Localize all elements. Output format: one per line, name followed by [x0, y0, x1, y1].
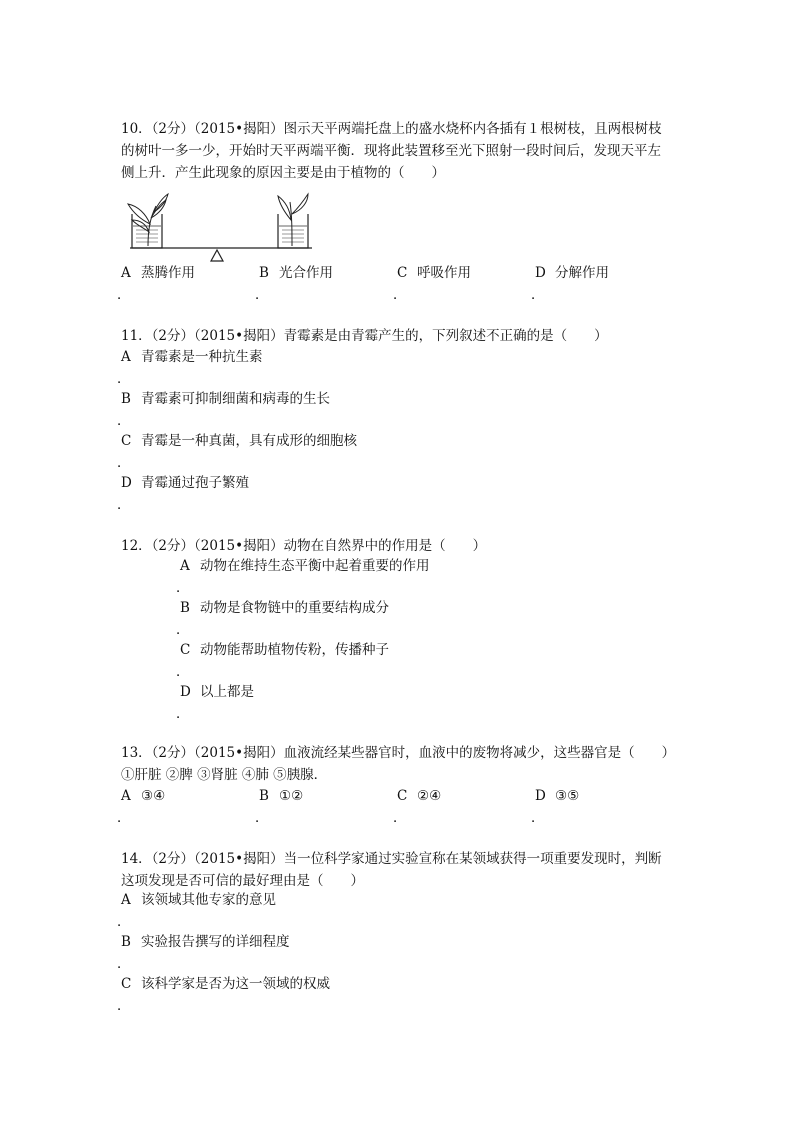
q11-dot-d: ．: [117, 497, 131, 513]
q10-dot-b: ．: [255, 287, 269, 303]
q12-dot-c: ．: [176, 664, 190, 680]
q14-dot-b: ．: [117, 956, 131, 972]
q11-option-d[interactable]: D 青霉通过孢子繁殖: [121, 475, 249, 491]
q13-dot-b: ．: [255, 810, 269, 826]
balance-scale-figure: [120, 190, 320, 262]
question-12: 12．（2分）（2015•揭阳）动物在自然界中的作用是（ ）: [121, 538, 487, 554]
q13-option-b[interactable]: B ①②: [259, 788, 304, 804]
q12-dot-a: ．: [176, 580, 190, 596]
q14-option-a[interactable]: A 该领域其他专家的意见: [121, 892, 276, 908]
q11-dot-a: ．: [117, 371, 131, 387]
q13-option-a[interactable]: A ③④: [121, 788, 166, 804]
question-13-line2: ①肝脏 ②脾 ③肾脏 ④肺 ⑤胰腺．: [121, 767, 328, 783]
q13-option-d[interactable]: D ③⑤: [535, 788, 580, 804]
question-10-line1: 10．（2分）（2015•揭阳）图示天平两端托盘上的盛水烧杯内各插有１根树枝，且两根树枝: [121, 121, 662, 137]
q10-dot-a: ．: [117, 287, 131, 303]
q14-dot-a: ．: [117, 914, 131, 930]
q12-option-d[interactable]: D 以上都是: [180, 684, 254, 700]
q12-dot-d: ．: [176, 706, 190, 722]
fulcrum-triangle: [211, 250, 223, 261]
right-beaker: [278, 214, 308, 248]
q10-option-a[interactable]: A 蒸腾作用: [121, 265, 195, 281]
question-14-line2: 这项发现是否可信的最好理由是（ ）: [121, 873, 364, 889]
question-14: [121, 848, 694, 892]
q10-dot-c: ．: [393, 287, 407, 303]
q12-option-c[interactable]: C 动物能帮助植物传粉，传播种子: [180, 642, 389, 658]
q10-option-b[interactable]: B 光合作用: [259, 265, 333, 281]
question-13-line1: 13．（2分）（2015•揭阳）血液流经某些器官时，血液中的废物将减少，这些器官是（ ）: [121, 745, 676, 761]
q12-option-b[interactable]: B 动物是食物链中的重要结构成分: [180, 600, 389, 616]
question-14-line1: 14．（2分）（2015•揭阳）当一位科学家通过实验宣称在某领域获得一项重要发现时，判断: [121, 851, 662, 867]
q14-option-c[interactable]: C 该科学家是否为这一领域的权威: [121, 976, 330, 992]
q11-dot-b: ．: [117, 413, 131, 429]
q13-dot-c: ．: [393, 810, 407, 826]
q12-dot-b: ．: [176, 622, 190, 638]
q12-option-a[interactable]: A 动物在维持生态平衡中起着重要的作用: [180, 558, 430, 574]
q14-dot-c: ．: [117, 998, 131, 1014]
question-10-line3: 侧上升．产生此现象的原因主要是由于植物的（ ）: [121, 165, 445, 181]
q13-option-c[interactable]: C ②④: [397, 788, 442, 804]
q10-dot-d: ．: [531, 287, 545, 303]
question-10-line2: 的树叶一多一少，开始时天平两端平衡．现将此装置移至光下照射一段时间后，发现天平左: [121, 143, 661, 159]
q14-option-b[interactable]: B 实验报告撰写的详细程度: [121, 934, 290, 950]
question-11: 11．（2分）（2015•揭阳）青霉素是由青霉产生的，下列叙述不正确的是（ ）: [121, 328, 608, 344]
q11-option-c[interactable]: C 青霉是一种真菌，具有成形的细胞核: [121, 433, 357, 449]
q11-dot-c: ．: [117, 455, 131, 471]
q11-option-b[interactable]: B 青霉素可抑制细菌和病毒的生长: [121, 391, 330, 407]
q10-option-d[interactable]: D 分解作用: [535, 265, 609, 281]
q13-dot-a: ．: [117, 810, 131, 826]
q10-option-c[interactable]: C 呼吸作用: [397, 265, 471, 281]
q11-option-a[interactable]: A 青霉素是一种抗生素: [121, 349, 263, 365]
question-10: [121, 118, 694, 184]
q13-dot-d: ．: [531, 810, 545, 826]
question-13: [121, 742, 694, 786]
